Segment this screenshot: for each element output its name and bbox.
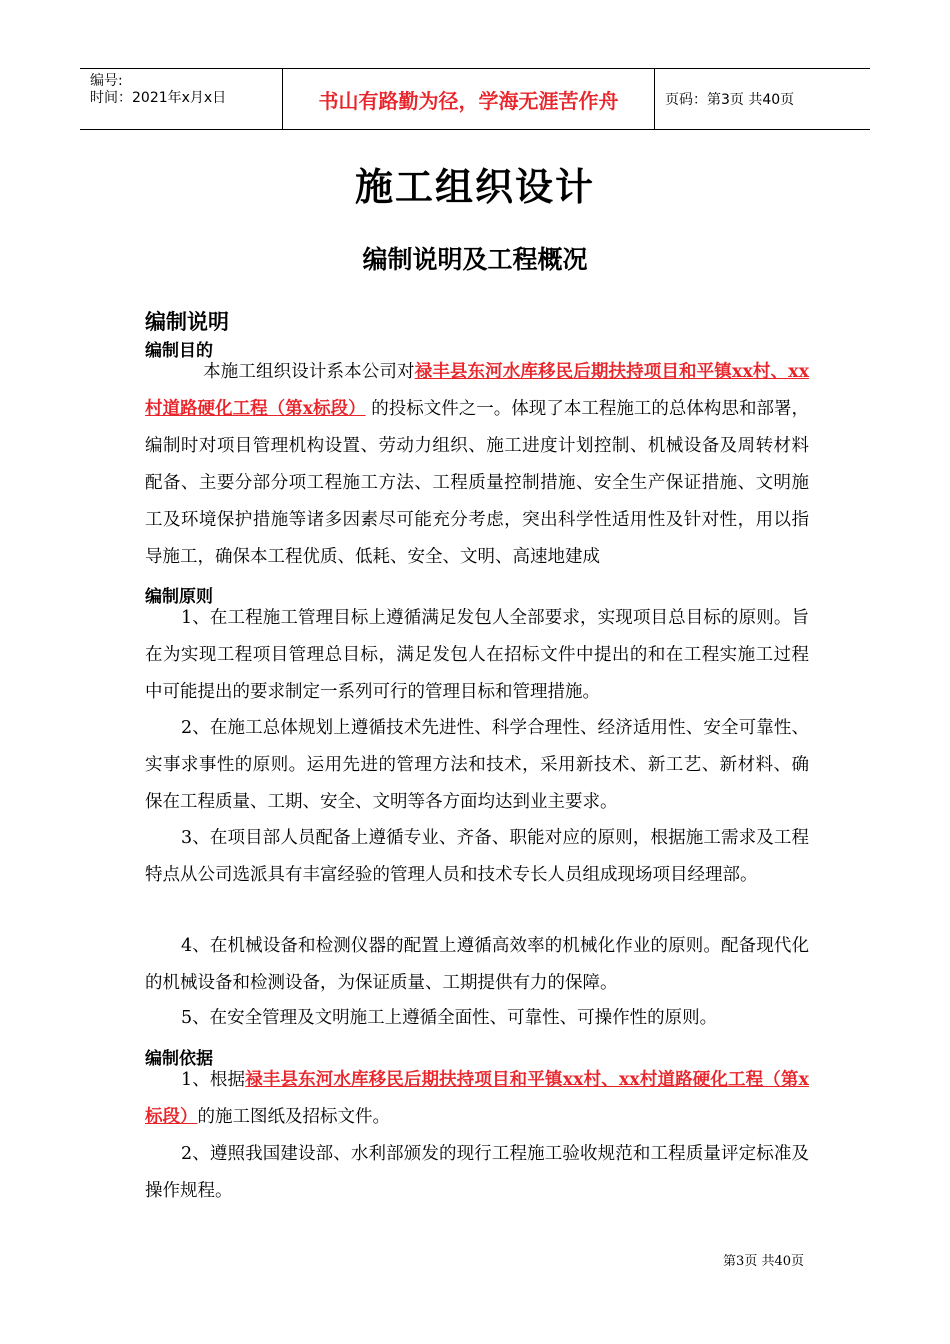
- principle-3-text: 3、在项目部人员配备上遵循专业、齐备、职能对应的原则，根据施工需求及工程特点从公司选派具有丰富经验的管理人员和技术专长人员组成现场项目经理部。: [145, 828, 809, 885]
- time-label: 时间：2021年x月x日: [90, 90, 227, 106]
- document-subtitle: 编制说明及工程概况: [362, 245, 588, 274]
- document-title: 施工组织设计: [354, 165, 595, 209]
- paragraph-principle-1: [145, 600, 809, 711]
- page-footer: 第3页 共40页: [723, 1254, 804, 1269]
- basis-1-post: 的施工图纸及招标文件。: [197, 1107, 390, 1127]
- principle-1-text: 1、在工程施工管理目标上遵循满足发包人全部要求，实现项目总目标的原则。旨在为实现工程项目管理总目标，满足发包人在招标文件中提出的和在工程实施工过程中可能提出的要求制定一系列可行的管理目标和管理措施。: [145, 608, 809, 702]
- code-label: 编号:: [90, 73, 123, 89]
- paragraph-basis-2: [145, 1136, 809, 1210]
- heading-purpose: 编制目的: [145, 341, 213, 361]
- header-motto: 书山有路勤为径，学海无涯苦作舟: [282, 69, 655, 129]
- paragraph-principle-2: [145, 710, 809, 821]
- purpose-post: 的投标文件之一。体现了本工程施工的总体构思和部署，编制时对项目管理机构设置、劳动力组织、施工进度计划控制、机械设备及周转材料配备、主要分部分项工程施工方法、工程质量控制措施、安全生产保证措施、文明施工及环境保护措施等诸多因素尽可能充分考虑，突出科学性适用性及针对性，用以指导施工，确保本工程优质、低耗、安全、文明、高速地建成: [145, 399, 809, 567]
- principle-2-text: 2、在施工总体规划上遵循技术先进性、科学合理性、经济适用性、安全可靠性、实事求事性的原则。运用先进的管理方法和技术，采用新技术、新工艺、新材料、确保在工程质量、工期、安全、文明等各方面均达到业主要求。: [145, 718, 809, 812]
- header-table: [80, 68, 870, 130]
- heading-basis: 编制依据: [145, 1049, 213, 1069]
- paragraph-purpose: [145, 354, 809, 576]
- principle-4-text: 4、在机械设备和检测仪器的配置上遵循高效率的机械化作业的原则。配备现代化的机械设备和检测设备，为保证质量、工期提供有力的保障。: [145, 936, 809, 993]
- heading-compilation-notes: 编制说明: [145, 310, 229, 334]
- purpose-project-name: 禄丰县东河水库移民后期扶持项目和平镇xx村、xx村道路硬化工程（第x标段）: [145, 362, 810, 419]
- heading-principle: 编制原则: [145, 587, 213, 607]
- basis-1-pre: 1、根据: [181, 1070, 246, 1090]
- header-page-info: 页码：第3页 共40页: [665, 92, 795, 108]
- paragraph-principle-3: [145, 820, 809, 894]
- basis-1-project-name: 禄丰县东河水库移民后期扶持项目和平镇xx村、xx村道路硬化工程（第x标段）: [145, 1070, 809, 1127]
- basis-2-text: 2、遵照我国建设部、水利部颁发的现行工程施工验收规范和工程质量评定标准及操作规程。: [145, 1144, 809, 1201]
- paragraph-principle-5: [145, 1000, 809, 1037]
- header-meta: [80, 69, 282, 129]
- paragraph-basis-1: [145, 1062, 809, 1136]
- paragraph-principle-4: [145, 928, 809, 1002]
- principle-5-text: 5、在安全管理及文明施工上遵循全面性、可靠性、可操作性的原则。: [181, 1008, 718, 1028]
- purpose-pre: 本施工组织设计系本公司对: [203, 362, 415, 382]
